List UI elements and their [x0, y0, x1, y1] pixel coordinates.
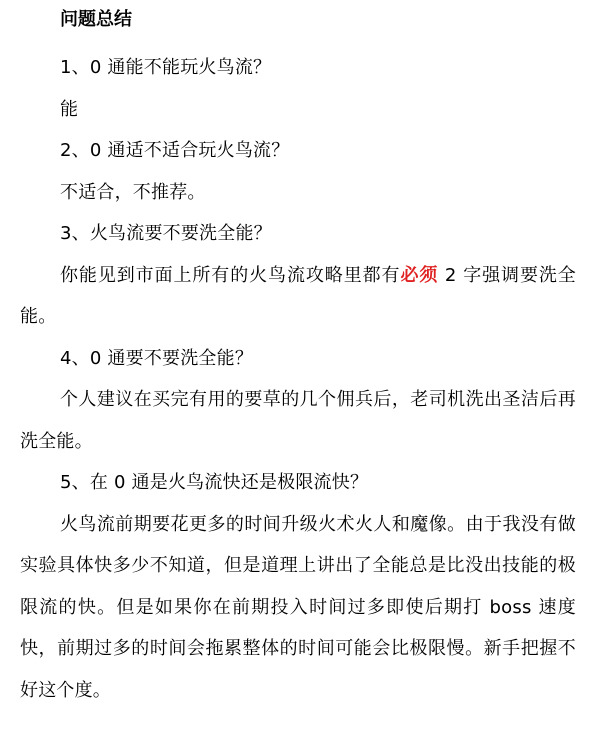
question-5: 5、在 0 通是火鸟流快还是极限流快？ [60, 472, 369, 493]
document-body [20, 6, 576, 711]
answer-5: 火鸟流前期要花更多的时间升级火术火人和魔像。由于我没有做实验具体快多少不知道，但是道理上讲出了全能总是比没出技能的极限流的快。但是如果你在前期投入时间过多即使后期打 boss 速度快，前期过多的时间会拖累整体的时间可能会比极限慢。新手把握不好这个度。 [20, 513, 576, 701]
answer-3-text-before: 你能见到市面上所有的火鸟流攻略里都有 [60, 264, 401, 286]
answer-3-text-after: 2 字强调要洗全能。 [20, 264, 576, 327]
question-2: 2、0 通适不适合玩火鸟流？ [60, 140, 290, 161]
answer-4: 个人建议在买完有用的要草的几个佣兵后，老司机洗出圣洁后再洗全能。 [20, 389, 576, 452]
question-1: 1、0 通能不能玩火鸟流？ [60, 57, 272, 78]
answer-2: 不适合，不推荐。 [60, 181, 206, 203]
answer-1: 能 [60, 98, 79, 120]
answer-3 [20, 255, 576, 338]
answer-3-emphasis: 必须 [400, 264, 439, 286]
question-3: 3、火鸟流要不要洗全能？ [60, 223, 272, 244]
section-title: 问题总结 [60, 9, 132, 30]
question-4: 4、0 通要不要洗全能？ [60, 347, 254, 369]
